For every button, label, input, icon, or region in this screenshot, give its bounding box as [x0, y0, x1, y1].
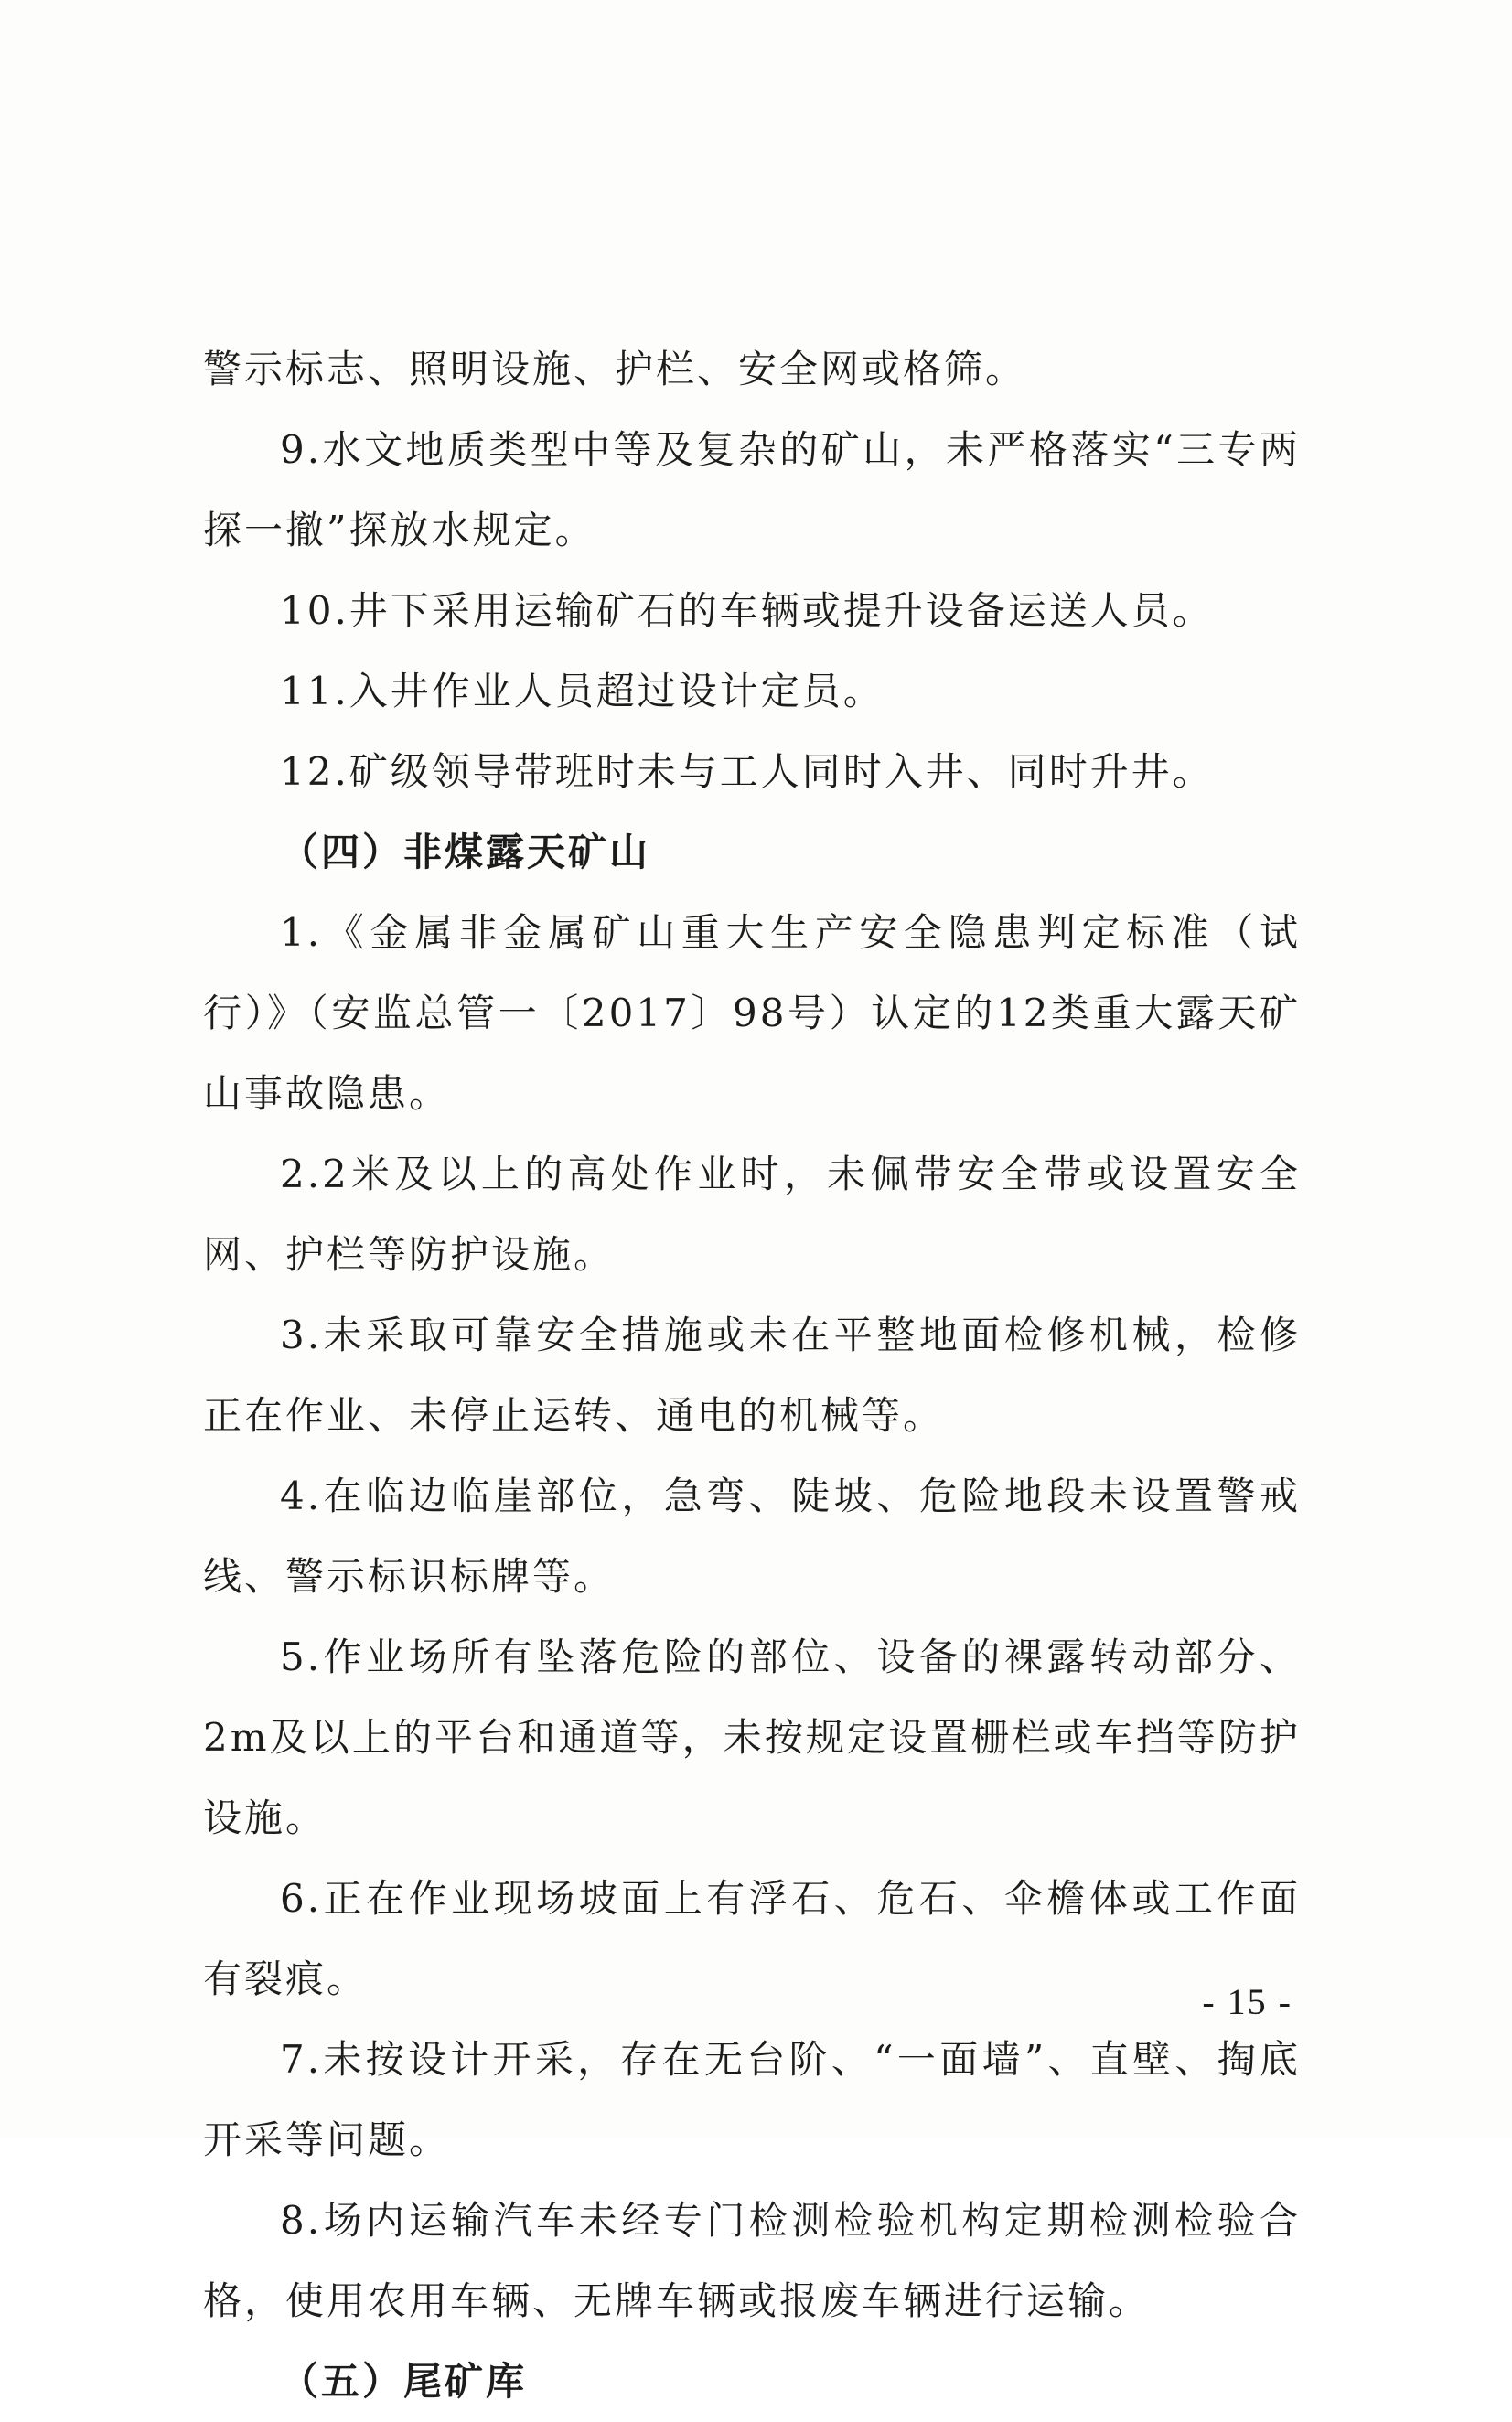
section-heading-tailings-pond: （五）尾矿库 [280, 2359, 528, 2404]
paragraph-item-10: 10.井下采用运输矿石的车辆或提升设备运送人员。 [280, 588, 1214, 633]
paragraph-item-11: 11.入井作业人员超过设计定员。 [280, 669, 885, 713]
paragraph-open-pit-item-6: 6.正在作业现场坡面上有浮石、危石、伞檐体或工作面有裂痕。 [203, 1876, 1301, 2001]
page-number: - 15 - [1202, 1981, 1292, 2022]
paragraph-open-pit-item-7: 7.未按设计开采，存在无台阶、“一面墙”、直壁、掏底开采等问题。 [203, 2037, 1301, 2162]
section-heading-open-pit-mines: （四）非煤露天矿山 [280, 830, 651, 874]
page-body [203, 329, 1301, 2422]
paragraph-open-pit-item-1: 1.《金属非金属矿山重大生产安全隐患判定标准（试行）》（安监总管一〔2017〕98号）认定的12类重大露天矿山事故隐患。 [203, 910, 1301, 1116]
paragraph-open-pit-item-2: 2.2米及以上的高处作业时，未佩带安全带或设置安全网、护栏等防护设施。 [203, 1152, 1301, 1277]
paragraph-open-pit-item-5: 5.作业场所有坠落危险的部位、设备的裸露转动部分、2m及以上的平台和通道等，未按规定设置栅栏或车挡等防护设施。 [203, 1634, 1301, 1840]
paragraph-open-pit-item-4: 4.在临边临崖部位，急弯、陡坡、危险地段未设置警戒线、警示标识标牌等。 [203, 1474, 1301, 1599]
paragraph-open-pit-item-8: 8.场内运输汽车未经专门检测检验机构定期检测检验合格，使用农用车辆、无牌车辆或报废车辆进行运输。 [203, 2198, 1301, 2323]
paragraph-item-9: 9.水文地质类型中等及复杂的矿山，未严格落实“三专两探一撤”探放水规定。 [203, 427, 1301, 552]
paragraph-open-pit-item-3: 3.未采取可靠安全措施或未在平整地面检修机械，检修正在作业、未停止运转、通电的机械等。 [203, 1313, 1301, 1438]
paragraph-item-12: 12.矿级领导带班时未与工人同时入井、同时升井。 [280, 749, 1214, 794]
paragraph-continuation: 警示标志、照明设施、护栏、安全网或格筛。 [203, 347, 1027, 391]
